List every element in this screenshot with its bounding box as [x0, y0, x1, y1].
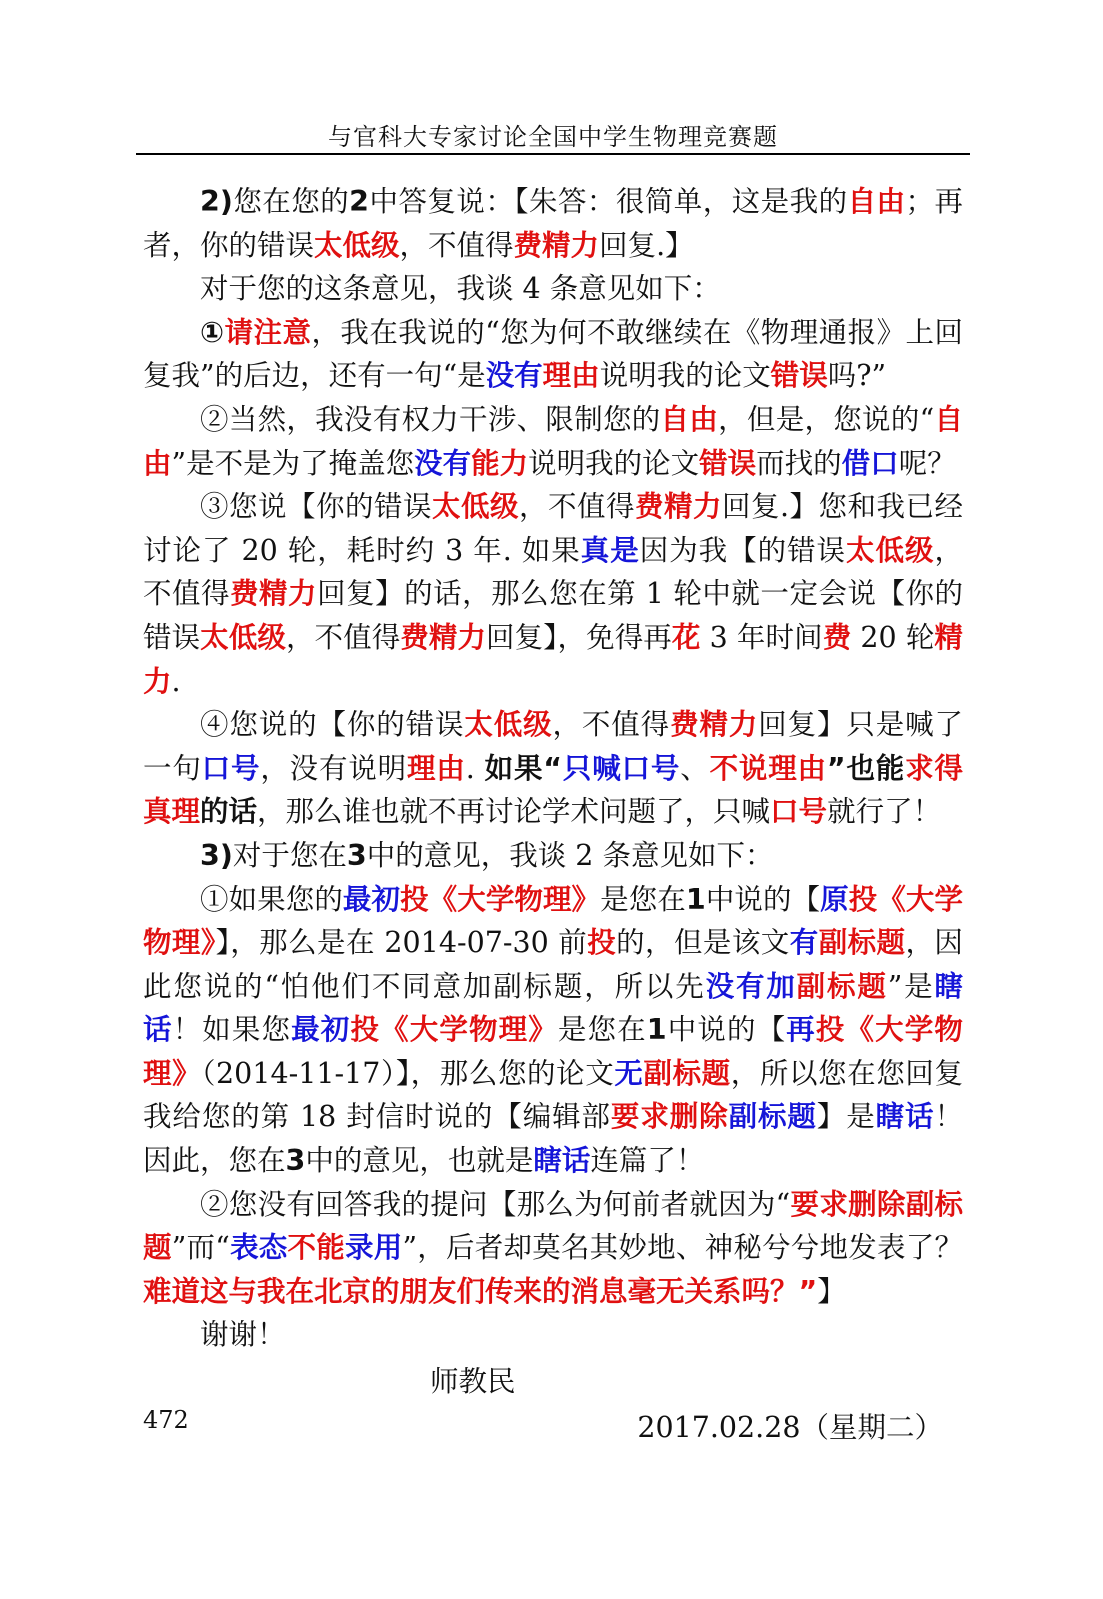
emphasis-bold: 2	[349, 185, 370, 218]
emphasis-red: 难道这与我在北京的朋友们传来的消息毫无关系吗？”	[143, 1274, 818, 1308]
emphasis-red: 理由	[407, 751, 466, 785]
paragraph	[143, 878, 963, 1183]
text-run: ，不值得	[399, 228, 514, 262]
emphasis-red: 不说理由	[709, 751, 827, 785]
emphasis-red: 理由	[542, 359, 600, 393]
text-run: （2014-11-17）】，那么您的论文	[201, 1056, 615, 1090]
emphasis-red: 费精力	[230, 577, 318, 611]
emphasis-red: 花	[671, 620, 701, 654]
emphasis-red: 太低级	[314, 228, 400, 262]
text-run: ！如果您	[172, 1013, 292, 1047]
text-run: 吗?”	[827, 359, 887, 393]
text-run: 谢谢！	[200, 1318, 286, 1352]
text-run: 中的意见，我谈 2 条意见如下：	[366, 838, 774, 872]
emphasis-blue: 瞎话	[143, 969, 963, 1047]
text-run: 】是	[816, 1100, 876, 1134]
text-run: ，不值得	[143, 533, 963, 611]
emphasis-blue: 最初	[342, 882, 401, 916]
text-run: 您在您的	[232, 185, 350, 218]
text-run: 的，但是该文	[616, 926, 790, 960]
text-run: ”是不是为了掩盖您	[171, 446, 415, 480]
paragraph	[143, 398, 963, 485]
text-run: 】，那么是在 2014-07-30 前	[215, 926, 588, 960]
emphasis-blue: 最初	[291, 1013, 351, 1047]
text-run: 是您在	[557, 1013, 647, 1047]
text-run: ”，后者却莫名其妙地、神秘兮兮地发表了？	[402, 1231, 963, 1265]
paragraph	[143, 485, 963, 703]
emphasis-blue: 瞎话	[533, 1144, 591, 1178]
emphasis-blue: 没有	[414, 446, 472, 480]
text-run: ③您说【你的错误	[200, 490, 432, 524]
emphasis-blue: 借口	[841, 446, 899, 480]
emphasis-red: 太低级	[431, 490, 519, 524]
text-run: ；再者，你的错误	[143, 185, 963, 262]
emphasis-red: 错误	[699, 446, 757, 480]
emphasis-blue: 瞎话	[875, 1100, 935, 1134]
text-run: 对于您的这条意见，我谈 4 条意见如下：	[200, 272, 721, 306]
paragraph	[143, 1183, 963, 1314]
emphasis-red: 自由	[143, 402, 963, 480]
text-run: ①如果您的	[200, 882, 343, 916]
emphasis-blue: 表态	[229, 1231, 288, 1265]
emphasis-red: 能力	[471, 446, 529, 480]
emphasis-blue: 副标题	[728, 1100, 817, 1134]
page-number: 472	[143, 1406, 189, 1434]
text-run: ②您没有回答我的提问【那么为何前者就因为“	[200, 1187, 791, 1221]
text-run: 回复】只是喊了一句	[143, 708, 963, 785]
text-run: 因为我【的错误	[639, 533, 847, 567]
text-run: ，因此您说的“怕他们不同意加副标题，所以先	[143, 926, 963, 1003]
emphasis-blue: 原	[820, 882, 849, 916]
emphasis-bold: ①	[200, 315, 225, 349]
paragraph	[143, 180, 963, 267]
emphasis-red: 副标题	[796, 969, 888, 1003]
emphasis-red: 副标题	[643, 1056, 731, 1090]
emphasis-bold: 1	[646, 1013, 667, 1047]
text-run: 说明我的论文	[599, 359, 771, 393]
emphasis-red: 副标题	[818, 926, 906, 960]
text-run: 连篇了！	[590, 1144, 705, 1178]
text-run: 、	[680, 751, 710, 785]
emphasis-red: 费精力	[513, 228, 600, 262]
emphasis-blue: 只喊口号	[562, 751, 681, 785]
emphasis-red: 要求删除	[790, 1187, 906, 1221]
emphasis-blue: 无	[614, 1056, 644, 1090]
emphasis-red: 自由	[847, 185, 906, 218]
emphasis-red: 费精力	[634, 490, 722, 524]
emphasis-red: 请注意	[224, 315, 312, 349]
text-run: 是您在	[600, 882, 686, 916]
text-run: ，不值得	[552, 708, 671, 742]
paragraph	[143, 267, 963, 311]
text-run: ，没有说明	[260, 751, 408, 785]
emphasis-blue: 有	[789, 926, 819, 960]
emphasis-bold: 2)	[200, 185, 233, 218]
emphasis-red: 投《大学物理》	[143, 882, 963, 960]
emphasis-blue: 没有	[485, 359, 543, 393]
text-run: 】	[817, 1274, 846, 1308]
emphasis-red: 口号	[770, 795, 828, 829]
emphasis-red: 太低级	[200, 620, 286, 654]
text-run: 20 轮	[851, 620, 935, 654]
paragraph	[143, 834, 963, 878]
text-run: 而找的	[756, 446, 842, 480]
text-run: 回复】，免得再	[486, 620, 672, 654]
emphasis-bold: 3)	[200, 838, 233, 872]
emphasis-bold: 如果“	[484, 751, 563, 785]
text-run: 回复.】您和我已经讨论了 20 轮，耗时约 3 年. 如果	[143, 490, 963, 567]
emphasis-red: 精力	[143, 620, 963, 698]
signature: 师教民	[430, 1365, 516, 1399]
emphasis-red: 投《大学物理》	[143, 1013, 963, 1090]
header-divider	[136, 153, 970, 155]
emphasis-red: 太低级	[464, 708, 553, 742]
emphasis-bold: 1	[685, 882, 706, 916]
emphasis-blue: 再	[786, 1013, 816, 1047]
text-run: ，那么谁也就不再讨论学术问题了，只喊	[257, 795, 771, 829]
text-run: ，不值得	[518, 490, 635, 524]
text-run: .	[171, 664, 181, 698]
text-run: ，所以您在您回复我给您的第 18 封信时说的【编辑部	[143, 1056, 963, 1134]
emphasis-blue: 录用	[345, 1231, 403, 1265]
text-run: ，我在我说的“您为何不敢继续在《物理通报》上回复我”的后边，还有一句“是	[143, 315, 963, 393]
emphasis-blue: 没有加	[705, 969, 797, 1003]
text-run: 回复.】	[599, 228, 694, 262]
emphasis-red: 要求删除	[610, 1100, 729, 1134]
text-run: 对于您在	[232, 838, 347, 872]
emphasis-blue: 口号	[201, 751, 261, 785]
text-run: 中说的【	[666, 1013, 787, 1047]
text-run: 说明我的论文	[528, 446, 700, 480]
emphasis-red: 太低级	[846, 533, 935, 567]
text-run: ！因此，您在	[143, 1100, 963, 1178]
emphasis-red: 错误	[770, 359, 828, 393]
paragraph	[143, 311, 963, 398]
text-run: 中答复说：【朱答：很简单，这是我的	[369, 185, 848, 218]
text-run: ，但是，您说的“	[718, 402, 935, 436]
emphasis-red: 费	[822, 620, 852, 654]
emphasis-red: 副标题	[143, 1187, 963, 1265]
emphasis-red: 投《大学物理》	[400, 882, 601, 916]
text-run: ，不值得	[285, 620, 401, 654]
emphasis-red: 投	[587, 926, 617, 960]
emphasis-red: 费精力	[670, 708, 759, 742]
text-run: ④您说的【你的错误	[200, 708, 465, 742]
emphasis-red: 费精力	[400, 620, 487, 654]
paragraph	[143, 1313, 963, 1357]
letter-body	[143, 180, 963, 1449]
emphasis-bold: 的话	[200, 795, 258, 829]
text-run: 中的意见，也就是	[305, 1144, 534, 1178]
date-line: 2017.02.28（星期二）	[637, 1410, 943, 1444]
emphasis-red: 自由	[660, 402, 719, 436]
text-run: 回复】的话，那么您在第 1 轮中就一定会说【你的错误	[143, 577, 963, 654]
emphasis-bold: ”也能	[826, 751, 906, 785]
emphasis-red: 投《大学物理》	[350, 1013, 558, 1047]
text-run: 3 年时间	[700, 620, 823, 654]
text-run: ②当然，我没有权力干涉、限制您的	[200, 402, 661, 436]
emphasis-bold: 3	[346, 838, 367, 872]
emphasis-red: 求得真理	[143, 751, 963, 829]
emphasis-bold: 3	[285, 1144, 306, 1178]
text-run: ”是	[887, 969, 935, 1003]
running-header: 与官科大专家讨论全国中学生物理竞赛题	[328, 123, 778, 151]
text-run: 呢？	[898, 446, 956, 480]
text-run: 就行了！	[827, 795, 942, 829]
paragraph	[143, 703, 963, 834]
emphasis-red: 不能	[287, 1231, 346, 1265]
emphasis-blue: 真是	[580, 533, 640, 567]
text-run: ”而“	[171, 1231, 230, 1265]
text-run: 中说的【	[705, 882, 821, 916]
text-run: .	[465, 751, 485, 785]
